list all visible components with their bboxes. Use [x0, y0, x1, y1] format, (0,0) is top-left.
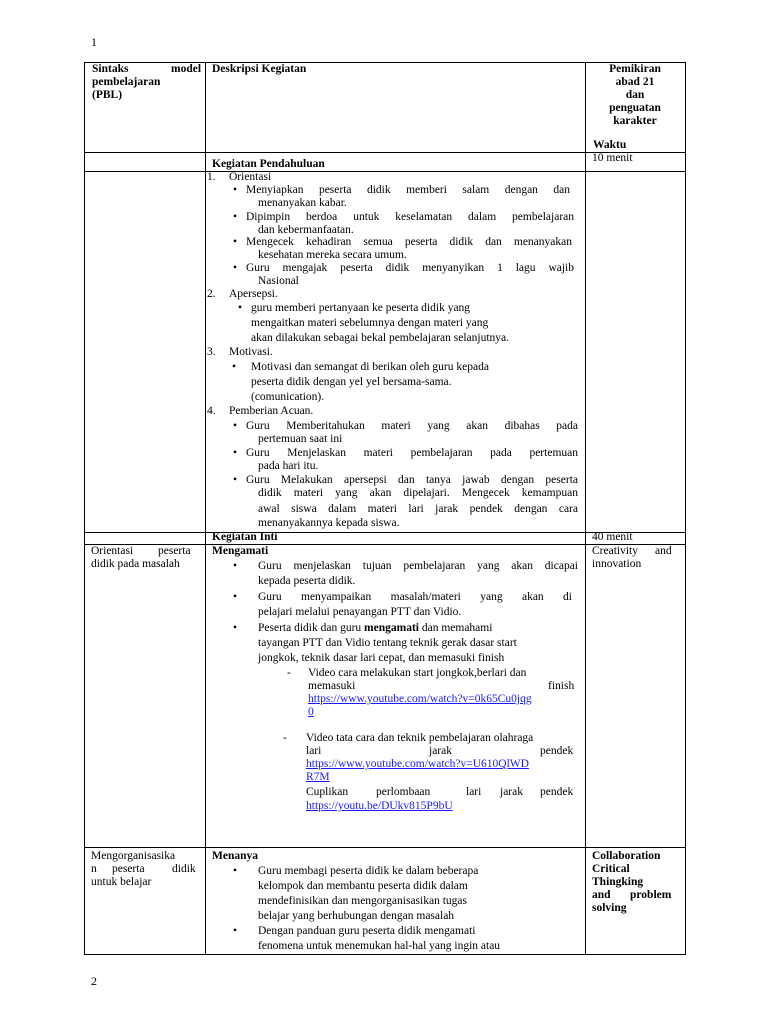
bullet-icon: •	[233, 236, 238, 248]
orientasi-bullet-1-line-2: menanyakan kabar.	[258, 197, 347, 209]
bullet3-part-1: Peserta didik dan guru	[258, 622, 365, 634]
section-title-inti: Kegiatan Inti	[212, 531, 278, 543]
bullet-icon: •	[232, 361, 237, 373]
sintaks-organisasi-word-n: n	[91, 863, 97, 875]
karakter-creativity-line-2: innovation	[592, 558, 642, 570]
cuplikan-word-4: jarak	[500, 786, 523, 798]
mengamati-bullet-1-line-2: kepada peserta didik.	[258, 575, 356, 587]
header-pemikiran-line-4: penguatan	[609, 102, 661, 114]
list-number: 1.	[207, 171, 216, 183]
list-number: 4.	[207, 405, 216, 417]
menanya-bullet-2-line-1: Dengan panduan guru peserta didik mengamati	[258, 925, 476, 937]
mengamati-bullet-3-line-2: tayangan PTT dan Vidio tentang teknik gerak dasar start	[258, 637, 517, 649]
table-border-right	[685, 62, 686, 955]
header-pemikiran-line-5: karakter	[613, 115, 657, 127]
dash-marker: -	[287, 667, 291, 679]
karakter-thingking: Thingking	[592, 876, 644, 888]
orientasi-title: Orientasi	[229, 171, 272, 183]
mengamati-bullet-3-line-1	[258, 622, 586, 635]
karakter-critical: Critical	[592, 863, 630, 875]
header-pemikiran-line-3: dan	[625, 89, 645, 101]
sintaks-organisasi-word-peserta: peserta	[112, 863, 145, 875]
acuan-bullet-3-line-2: didik materi yang akan dipelajari. Mengecek kemampuan	[258, 487, 578, 499]
header-waktu: Waktu	[593, 139, 627, 151]
video2-line-2-word-2: jarak	[429, 745, 452, 757]
acuan-bullet-1-line-2: pertemuan saat ini	[258, 433, 343, 445]
video1-line-1: Video cara melakukan start jongkok,berlari dan	[308, 667, 527, 679]
acuan-bullet-3-line-4: menanyakannya kepada siswa.	[258, 517, 400, 529]
table-border-left	[84, 62, 85, 955]
orientasi-bullet-2-line-2: dan kebermanfaatan.	[258, 224, 354, 236]
orientasi-bullet-2-line-1: Dipimpin berdoa untuk keselamatan dalam pembelajaran	[246, 211, 574, 223]
menanya-bullet-2-line-2: fenomena untuk menemukan hal-hal yang ingin atau	[258, 940, 501, 952]
acuan-bullet-2-line-1: Guru Menjelaskan materi pembelajaran pada pertemuan	[246, 447, 578, 459]
header-sintaks-word-4: (PBL)	[92, 89, 123, 101]
cuplikan-link[interactable]: https://youtu.be/DUkv815P9bU	[306, 800, 453, 812]
list-number: 3.	[207, 346, 216, 358]
video2-line-2-word-1: lari	[306, 745, 322, 757]
bullet-icon: •	[233, 447, 238, 459]
bullet-icon: •	[233, 591, 238, 603]
motivasi-line-3: (comunication).	[251, 391, 325, 403]
column-divider	[585, 62, 586, 955]
column-divider	[205, 62, 206, 955]
table-border-bottom	[84, 954, 686, 955]
bullet3-keyword: mengamati	[364, 622, 419, 634]
karakter-collaboration: Collaboration	[592, 850, 661, 862]
acuan-bullet-3-line-3: awal siswa dalam materi lari jarak pendek dengan cara	[258, 503, 578, 515]
orientasi-bullet-4-line-1: Guru mengajak peserta didik menyanyikan 1 lagu wajib	[246, 262, 574, 274]
bullet-icon: •	[233, 262, 238, 274]
video2-line-1: Video tata cara dan teknik pembelajaran olahraga	[306, 732, 534, 744]
orientasi-bullet-4-line-2: Nasional	[258, 275, 299, 287]
header-pemikiran-line-2: abad 21	[615, 76, 655, 88]
bullet3-part-3: dan memahami	[418, 622, 493, 634]
bullet-icon: •	[233, 211, 238, 223]
sintaks-orientasi-word-1: Orientasi	[91, 545, 134, 557]
pendahuluan-time: 10 menit	[592, 152, 633, 164]
motivasi-line-2: peserta didik dengan yel yel bersama-sama.	[251, 376, 452, 388]
list-number: 2.	[207, 288, 216, 300]
video2-link[interactable]: https://www.youtube.com/watch?v=U610QlWD	[306, 758, 529, 770]
karakter-solving: solving	[592, 902, 627, 914]
acuan-bullet-3-line-1: Guru Melakukan apersepsi dan tanya jawab dengan peserta	[246, 474, 578, 486]
sintaks-organisasi-word-didik: didik	[172, 863, 196, 875]
menanya-bullet-1-line-2: kelompok dan membantu peserta didik dalam	[258, 880, 468, 892]
menanya-bullet-1-line-3: mendefinisikan dan mengorganisasikan tugas	[258, 895, 467, 907]
page-number-bottom: 2	[91, 974, 97, 988]
video1-line-2-word-2: finish	[548, 680, 575, 692]
karakter-and: and	[592, 889, 611, 901]
sintaks-organisasi-line-3: untuk belajar	[91, 876, 152, 888]
bullet-icon: •	[233, 560, 238, 572]
motivasi-line-1: Motivasi dan semangat di berikan oleh guru kepada	[251, 361, 489, 373]
video1-link-continued[interactable]: 0	[308, 706, 314, 718]
acuan-bullet-2-line-2: pada hari itu.	[258, 460, 319, 472]
orientasi-bullet-1-line-1: Menyiapkan peserta didik memberi salam dengan dan	[246, 184, 570, 196]
bullet-icon: •	[233, 622, 238, 634]
cuplikan-word-3: lari	[466, 786, 482, 798]
video2-line-2-word-3: pendek	[540, 745, 574, 757]
motivasi-title: Motivasi.	[229, 346, 273, 358]
video1-link[interactable]: https://www.youtube.com/watch?v=0k65Cu0jqg	[308, 693, 532, 705]
row-divider	[84, 847, 686, 848]
section-title-pendahuluan: Kegiatan Pendahuluan	[212, 158, 325, 170]
mengamati-bullet-2-line-1: Guru menyampaikan masalah/materi yang akan di	[258, 591, 572, 603]
page-number-top: 1	[91, 35, 97, 49]
menanya-bullet-1-line-1: Guru membagi peserta didik ke dalam beberapa	[258, 865, 479, 877]
cuplikan-word-2: perlombaan	[376, 786, 431, 798]
mengamati-bullet-3-line-3: jongkok, teknik dasar lari cepat, dan memasuki finish	[258, 652, 505, 664]
header-deskripsi: Deskripsi Kegiatan	[212, 63, 307, 75]
mengamati-bullet-1-line-1: Guru menjelaskan tujuan pembelajaran yang akan dicapai	[258, 560, 578, 572]
bullet-icon: •	[238, 302, 243, 314]
bullet-icon: •	[233, 925, 238, 937]
bullet-icon: •	[233, 184, 238, 196]
menanya-bullet-1-line-4: belajar yang berhubungan dengan masalah	[258, 910, 455, 922]
apersepsi-line-1: guru memberi pertanyaan ke peserta didik yang	[251, 302, 471, 314]
inti-time: 40 menit	[592, 531, 633, 543]
orientasi-bullet-3-line-1: Mengecek kehadiran semua peserta didik dan menanyakan	[246, 236, 572, 248]
cuplikan-word-5: pendek	[540, 786, 574, 798]
header-sintaks-word-1: Sintaks	[92, 63, 129, 75]
sintaks-organisasi-line-1: Mengorganisasika	[91, 850, 176, 862]
header-pemikiran-line-1: Pemikiran	[609, 63, 661, 75]
sintaks-orientasi-word-2: peserta	[158, 545, 191, 557]
sintaks-orientasi-line-2: didik pada masalah	[91, 558, 180, 570]
karakter-creativity-word-1: Creativity	[592, 545, 638, 557]
dash-marker: -	[283, 732, 287, 744]
video2-link-continued[interactable]: R7M	[306, 771, 330, 783]
header-sintaks-word-2: model	[171, 63, 202, 75]
karakter-problem: problem	[630, 889, 672, 901]
subtitle-menanya: Menanya	[212, 850, 258, 862]
video1-line-2-word-1: memasuki	[308, 680, 356, 692]
row-divider	[84, 171, 686, 172]
cuplikan-word-1: Cuplikan	[306, 786, 349, 798]
mengamati-bullet-2-line-2: pelajari melalui penayangan PTT dan Vidio.	[258, 606, 462, 618]
bullet-icon: •	[233, 865, 238, 877]
acuan-bullet-1-line-1: Guru Memberitahukan materi yang akan dibahas pada	[246, 420, 578, 432]
apersepsi-line-3: akan dilakukan sebagai bekal pembelajaran selanjutnya.	[251, 332, 510, 344]
bullet-icon: •	[233, 420, 238, 432]
apersepsi-title: Apersepsi.	[229, 288, 278, 300]
orientasi-bullet-3-line-2: kesehatan mereka secara umum.	[258, 249, 407, 261]
acuan-title: Pemberian Acuan.	[229, 405, 314, 417]
apersepsi-line-2: mengaitkan materi sebelumnya dengan materi yang	[251, 317, 489, 329]
subtitle-mengamati: Mengamati	[212, 545, 269, 557]
karakter-creativity-word-2: and	[655, 545, 672, 557]
header-sintaks-word-3: pembelajaran	[92, 76, 161, 88]
bullet-icon: •	[233, 474, 238, 486]
